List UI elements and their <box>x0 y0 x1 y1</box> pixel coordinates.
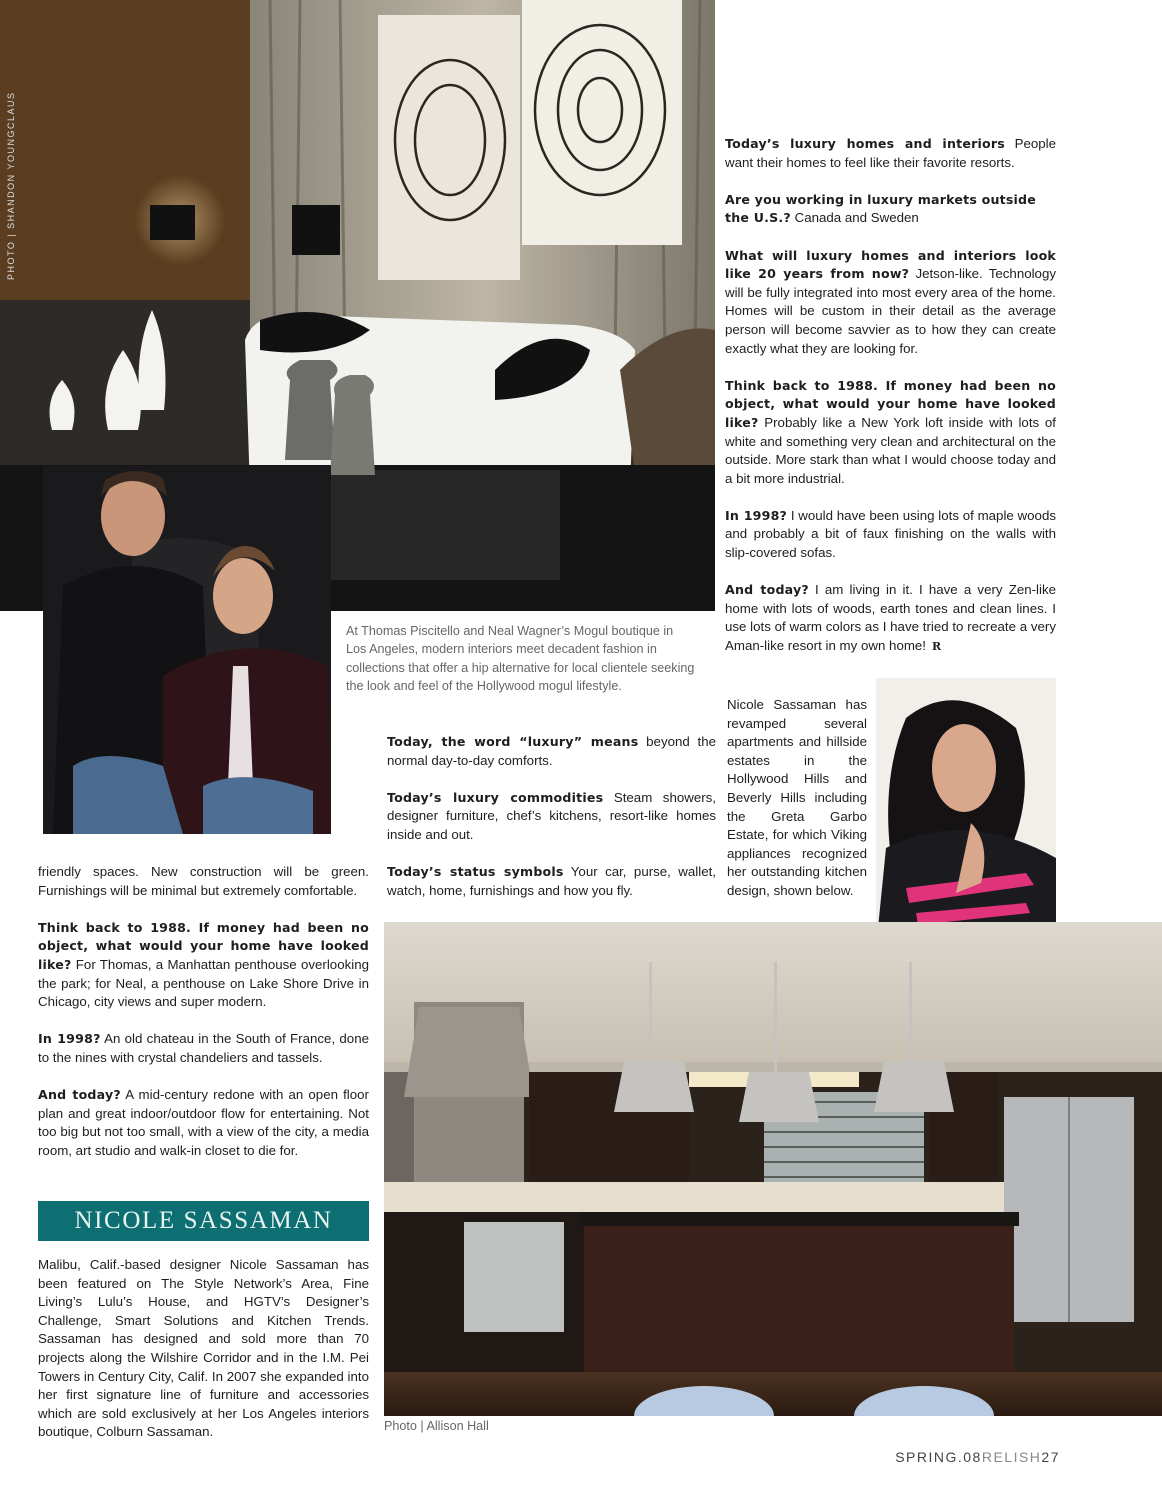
section-title-banner: NICOLE SASSAMAN <box>38 1201 369 1241</box>
right-column-qa <box>725 135 1056 675</box>
folio-issue: SPRING.08 <box>895 1449 982 1465</box>
bio-column <box>38 1256 369 1461</box>
photo-credit-vertical: PHOTO | SHANDON YOUNGCLAUS <box>6 91 16 280</box>
qa-twenty-years: What will luxury homes and interiors look like 20 years from now? Jetson-like. Technology will be fully integrated into most every area of the home. Homes will be custom in their detail as the average person will become savvier as to how they can create exactly what they are looking for. <box>725 247 1056 356</box>
folio-magazine: RELISH <box>981 1449 1042 1465</box>
nicole-sidebar-text <box>727 696 867 919</box>
middle-column-qa <box>387 733 716 919</box>
kitchen-photo <box>384 922 1162 1416</box>
nicole-sassaman-portrait <box>876 678 1056 948</box>
page-folio <box>895 1449 1060 1465</box>
qa-1998: In 1998? I would have been using lots of maple woods and probably a bit of faux finishing on the walls with slip-covered sofas. <box>725 507 1056 561</box>
qa-luxury-homes: Today’s luxury homes and interiors People want their homes to feel like their favorite resorts. <box>725 136 1056 170</box>
left-column-qa <box>38 863 369 1179</box>
qa-status-symbols: Today’s status symbols Your car, purse, wallet, watch, home, furnishings and how you fly. <box>387 864 716 898</box>
kitchen-photo-credit: Photo | Allison Hall <box>384 1419 489 1433</box>
nicole-sidebar-paragraph: Nicole Sassaman has revamped several apartments and hillside estates in the Hollywood Hills and Beverly Hills including the Greta Garbo Estate, for which Viking appliances recognized her outstanding kitchen design, shown below. <box>727 697 867 898</box>
bio-paragraph: Malibu, Calif.-based designer Nicole Sassaman has been featured on The Style Network’s Area, Fine Living’s Lulu’s House, and HGTV’s Designer’s Challenge, Smart Solutions and Kitchen Trends. Sassaman has designed and sold more than 70 projects along the Wilshire Corridor and in the I.M. Pei Towers in Century City, Calif. In 2007 she expanded into her first signature line of furniture and accessories which are sold exclusively at her Los Angeles interiors boutique, Colburn Sassaman. <box>38 1257 369 1440</box>
qa-1988: Think back to 1988. If money had been no object, what would your home have looked like? Probably like a New York loft inside with lots of white and something very clean and architectural on the outside. More stark than what I would choose today and a bit more industrial. <box>725 377 1056 486</box>
designers-portrait-photo <box>43 466 331 834</box>
mogul-caption: At Thomas Piscitello and Neal Wagner’s Mogul boutique in Los Angeles, modern interiors meet decadent fashion in collections that offer a hip alternative for local clientele seeking the look and feel of the Hollywood mogul lifestyle. <box>346 624 695 694</box>
end-mark-icon: R <box>932 640 942 654</box>
qa-today: And today? I am living in it. I have a very Zen-like home with lots of woods, earth tones and clean lines. I use lots of warm colors as I have tried to recreate a very Aman-like resort in my own home! R <box>725 582 1056 654</box>
folio-page-number: 27 <box>1041 1449 1060 1465</box>
continued-paragraph: friendly spaces. New construction will be green. Furnishings will be minimal but extremely comfortable. <box>38 864 369 898</box>
qa-left-1988: Think back to 1988. If money had been no object, what would your home have looked like? For Thomas, a Manhattan penthouse overlooking the park; for Neal, a penthouse on Lake Shore Drive in Chicago, city views and super modern. <box>38 919 369 1010</box>
qa-luxury-means: Today, the word “luxury” means beyond the normal day-to-day comforts. <box>387 734 716 768</box>
qa-luxury-commodities: Today’s luxury commodities Steam showers, designer furniture, chef’s kitchens, resort-like homes inside and out. <box>387 789 717 842</box>
qa-left-1998: In 1998? An old chateau in the South of France, done to the nines with crystal chandeliers and tassels. <box>38 1031 369 1065</box>
qa-left-today: And today? A mid-century redone with an open floor plan and great indoor/outdoor flow for entertaining. Not too big but not too small, with a view of the city, a media room, art studio and walk-in closet to die for. <box>38 1087 369 1158</box>
qa-markets-outside: Are you working in luxury markets outside the U.S.? Canada and Sweden <box>725 191 1037 226</box>
